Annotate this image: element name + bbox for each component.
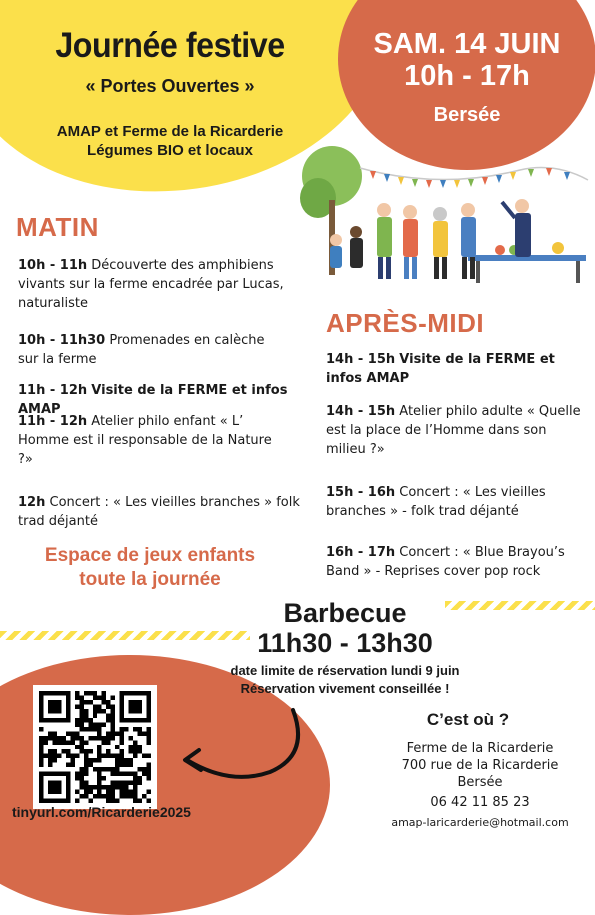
event-description: Atelier philo adulte « Quelle est la place de l’Homme dans son milieu ?» — [326, 404, 581, 457]
event-time: 11h - 12h — [18, 414, 88, 429]
morning-event-1 — [18, 256, 286, 313]
organizer-block — [0, 122, 340, 160]
event-time: 11h - 12h — [18, 383, 88, 398]
morning-event-4 — [18, 412, 280, 469]
afternoon-event-4 — [326, 543, 581, 581]
location-street: 700 rue de la Ricarderie — [401, 758, 559, 773]
event-description: Promenades en calèche sur la ferme — [18, 333, 265, 367]
kids-games-line2: toute la journée — [79, 569, 221, 590]
farm-people-illustration — [300, 140, 590, 295]
location-phone: 06 42 11 85 23 — [430, 795, 530, 810]
barbecue-advice: Réservation vivement conseillée ! — [240, 681, 450, 696]
date-block — [348, 28, 586, 127]
location-title: C’est où ? — [426, 710, 510, 729]
event-description: Découverte des amphibiens vivants sur la ferme encadrée par Lucas, naturaliste — [18, 258, 284, 311]
event-description: Concert : « Les vieilles branches » - folk trad déjanté — [326, 485, 546, 519]
morning-event-2 — [18, 331, 286, 369]
kids-games-line1: Espace de jeux enfants — [44, 545, 256, 566]
event-time: 12h — [18, 495, 46, 510]
event-time: 10h - 11h30 — [18, 333, 106, 348]
page-title: Journée festive — [55, 26, 285, 65]
qr-code-graphic — [39, 691, 151, 803]
event-time: 14h - 15h — [326, 404, 396, 419]
event-description: Visite de la FERME et infos AMAP — [18, 383, 288, 417]
event-date: SAM. 14 JUIN — [373, 28, 561, 60]
kids-games-banner — [20, 544, 280, 592]
event-time: 15h - 16h — [326, 485, 396, 500]
location-farm-name: Ferme de la Ricarderie — [406, 741, 554, 756]
location-town: Bersée — [457, 775, 503, 790]
event-time: 10h - 11h — [18, 258, 88, 273]
contact-email[interactable]: amap-laricarderie@hotmail.com — [391, 816, 569, 829]
hand-drawn-arrow-icon — [175, 700, 310, 790]
qr-code-icon[interactable] — [33, 685, 157, 809]
event-link[interactable]: tinyurl.com/Ricarderie2025 — [12, 804, 191, 820]
event-town: Bersée — [433, 104, 501, 126]
event-time: 16h - 17h — [326, 545, 396, 560]
page-subtitle: « Portes Ouvertes » — [85, 76, 255, 96]
event-description: Concert : « Les vieilles branches » folk trad déjanté — [18, 495, 300, 529]
barbecue-time: 11h30 - 13h30 — [257, 628, 433, 658]
barbecue-title: Barbecue — [283, 598, 407, 628]
event-time: 14h - 15h — [326, 352, 396, 367]
afternoon-event-2 — [326, 402, 581, 459]
event-description: Visite de la FERME et infos AMAP — [326, 352, 555, 386]
event-hours: 10h - 17h — [404, 60, 530, 92]
organizer-name: AMAP et Ferme de la Ricarderie — [56, 123, 284, 140]
morning-event-5 — [18, 493, 308, 531]
barbecue-block — [180, 598, 510, 698]
morning-heading: MATIN — [16, 212, 99, 242]
location-address — [380, 740, 580, 811]
afternoon-heading: APRÈS-MIDI — [326, 308, 485, 338]
afternoon-event-3 — [326, 483, 576, 521]
afternoon-event-1 — [326, 350, 566, 388]
event-description: Concert : « Blue Brayou’s Band » - Reprises cover pop rock — [326, 545, 565, 579]
organizer-tagline: Légumes BIO et locaux — [87, 142, 253, 159]
event-description: Atelier philo enfant « L’ Homme est il responsable de la Nature ?» — [18, 414, 272, 467]
barbecue-deadline: date limite de réservation lundi 9 juin — [230, 663, 460, 678]
